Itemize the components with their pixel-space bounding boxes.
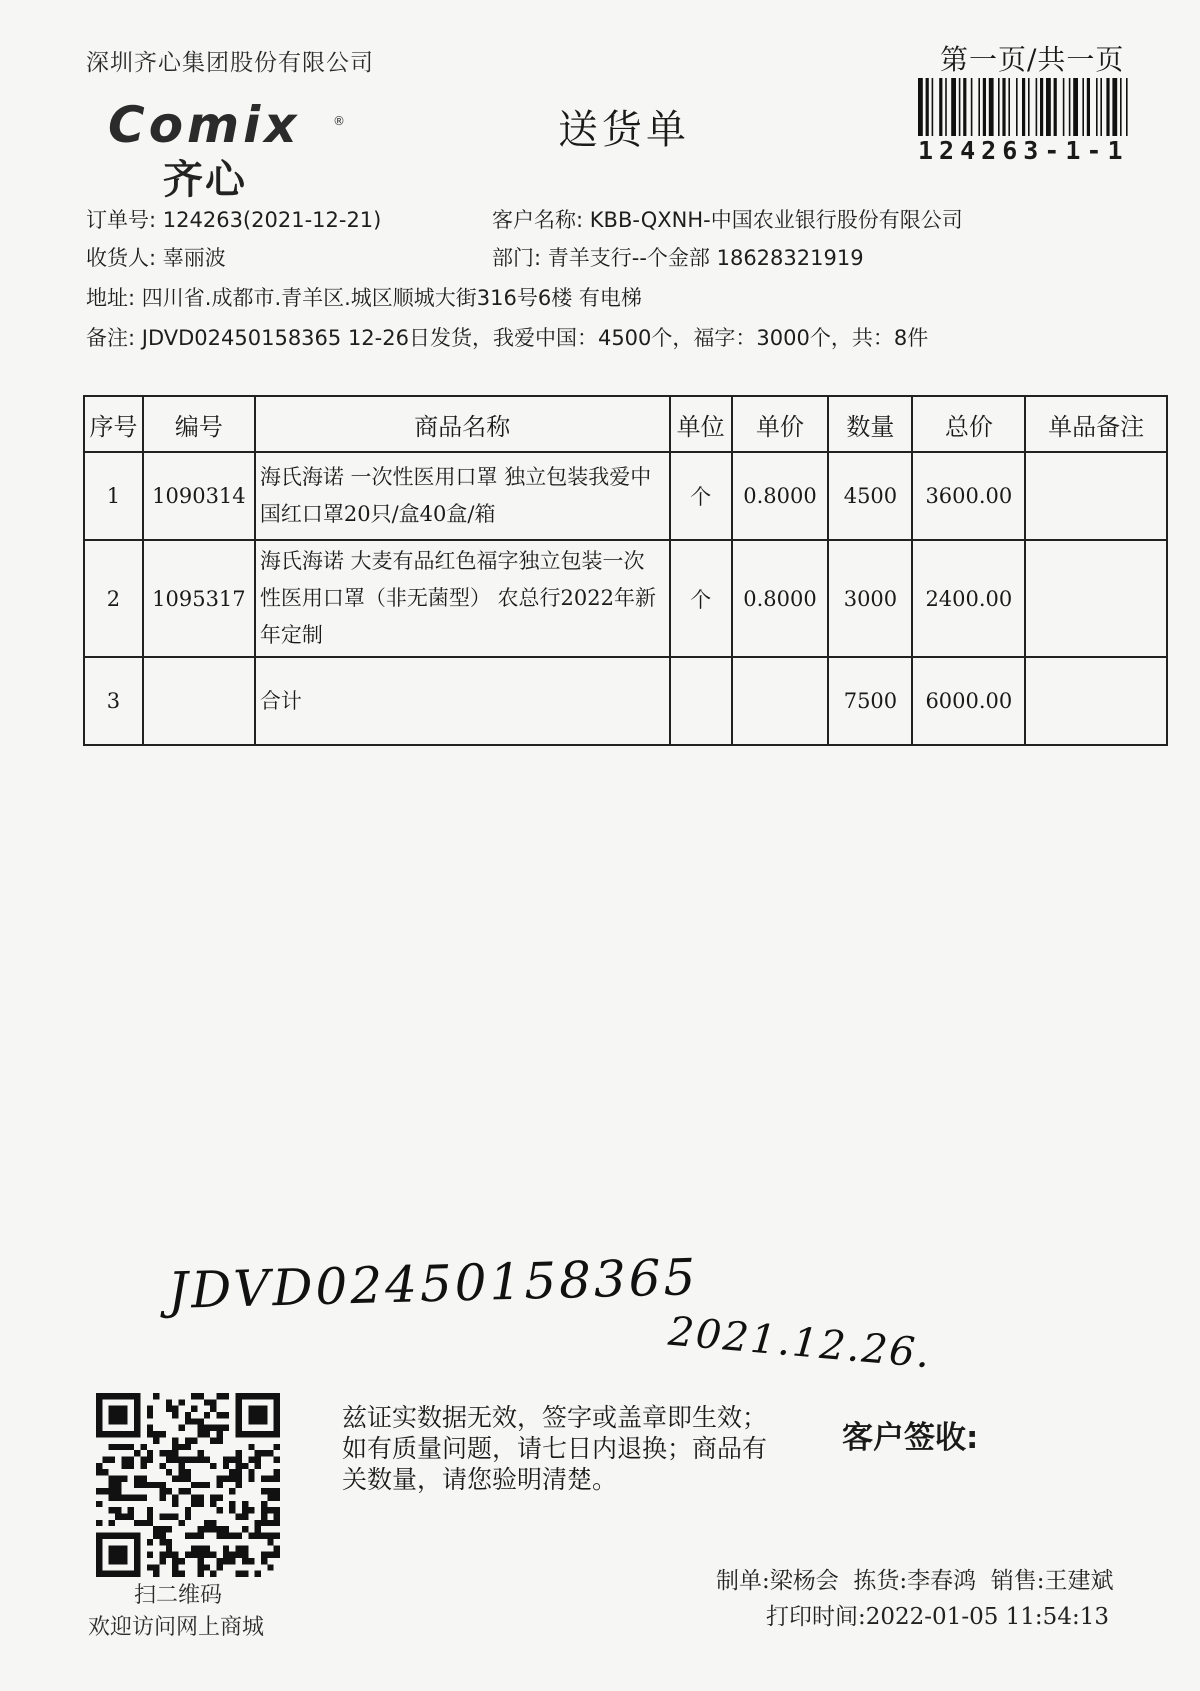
customer-label: 客户名称: bbox=[492, 208, 584, 232]
customer-row bbox=[492, 204, 963, 234]
header-unit: 单位 bbox=[670, 396, 732, 452]
cell-qty: 3000 bbox=[828, 540, 912, 657]
cell-price: 0.8000 bbox=[732, 452, 829, 540]
customer-name: KBB-QXNH-中国农业银行股份有限公司 bbox=[589, 208, 963, 232]
customer-sign-label: 客户签收: bbox=[842, 1420, 979, 1456]
cell-remark bbox=[1025, 657, 1167, 745]
table-row bbox=[84, 452, 1167, 540]
header-price: 单价 bbox=[732, 396, 829, 452]
logo-chinese: 齐心 bbox=[163, 157, 247, 203]
cell-price bbox=[732, 657, 829, 745]
cell-qty: 7500 bbox=[828, 657, 912, 745]
cell-code: 1090314 bbox=[143, 452, 255, 540]
qr-caption-scan: 扫二维码 bbox=[134, 1583, 223, 1608]
sales-name: 王建斌 bbox=[1044, 1568, 1114, 1594]
header-code: 编号 bbox=[143, 396, 255, 452]
cell-name: 海氏海诺 大麦有品红色福字独立包装一次性医用口罩（非无菌型） 农总行2022年新年定制 bbox=[255, 540, 670, 657]
table-header-row bbox=[84, 396, 1167, 452]
sales-label: 销售: bbox=[990, 1568, 1045, 1594]
handwritten-date: 2021.12.26. bbox=[666, 1308, 934, 1378]
header-total: 总价 bbox=[912, 396, 1025, 452]
table-row bbox=[84, 657, 1167, 745]
department-row bbox=[492, 242, 864, 272]
qr-code-icon bbox=[96, 1393, 280, 1577]
barcode-number: 124263-1-1 bbox=[918, 136, 1129, 165]
cell-seq: 3 bbox=[84, 657, 143, 745]
qr-caption-mall: 欢迎访问网上商城 bbox=[88, 1615, 265, 1640]
notice-text: 兹证实数据无效，签字或盖章即生效；如有质量问题，请七日内退换；商品有关数量，请您验明清楚。 bbox=[342, 1403, 768, 1494]
cell-remark bbox=[1025, 540, 1167, 657]
header-remark: 单品备注 bbox=[1025, 396, 1167, 452]
maker-name: 梁杨会 bbox=[769, 1568, 839, 1594]
barcode-icon bbox=[916, 78, 1132, 136]
handwritten-tracking-number: JDVD02450158365 bbox=[167, 1248, 700, 1320]
remark-row bbox=[86, 322, 928, 352]
order-number: 124263(2021-12-21) bbox=[162, 208, 382, 232]
registered-mark: ® bbox=[333, 114, 345, 128]
order-number-label: 订单号: bbox=[86, 208, 157, 232]
address-label: 地址: bbox=[86, 286, 136, 310]
remark: JDVD02450158365 12-26日发货，我爱中国：4500个，福字：3000个，共：8件 bbox=[141, 326, 929, 350]
cell-unit: 个 bbox=[670, 540, 732, 657]
footer-staff-row bbox=[716, 1562, 1114, 1595]
receiver-row bbox=[86, 242, 226, 272]
picker-label: 拣货: bbox=[853, 1568, 908, 1594]
cell-seq: 2 bbox=[84, 540, 143, 657]
company-name: 深圳齐心集团股份有限公司 bbox=[86, 50, 374, 76]
cell-unit: 个 bbox=[670, 452, 732, 540]
cell-code: 1095317 bbox=[143, 540, 255, 657]
page-info: 第一页/共一页 bbox=[940, 43, 1125, 76]
header-name: 商品名称 bbox=[255, 396, 670, 452]
logo-english: Comix bbox=[108, 96, 301, 154]
header-qty: 数量 bbox=[828, 396, 912, 452]
maker-label: 制单: bbox=[716, 1568, 770, 1594]
goods-table bbox=[83, 395, 1168, 746]
receiver-label: 收货人: bbox=[86, 246, 157, 270]
cell-seq: 1 bbox=[84, 452, 143, 540]
picker-name: 李春鸿 bbox=[907, 1568, 977, 1594]
cell-remark bbox=[1025, 452, 1167, 540]
cell-name: 合计 bbox=[255, 657, 670, 745]
address: 四川省.成都市.青羊区.城区顺城大街316号6楼 有电梯 bbox=[141, 286, 642, 310]
header-seq: 序号 bbox=[84, 396, 143, 452]
cell-qty: 4500 bbox=[828, 452, 912, 540]
cell-unit bbox=[670, 657, 732, 745]
cell-price: 0.8000 bbox=[732, 540, 829, 657]
order-number-row bbox=[86, 204, 381, 234]
cell-total: 2400.00 bbox=[912, 540, 1025, 657]
remark-label: 备注: bbox=[86, 326, 136, 350]
table-row bbox=[84, 540, 1167, 657]
comix-logo bbox=[108, 96, 348, 203]
cell-name: 海氏海诺 一次性医用口罩 独立包装我爱中国红口罩20只/盒40盒/箱 bbox=[255, 452, 670, 540]
cell-total: 3600.00 bbox=[912, 452, 1025, 540]
department-label: 部门: bbox=[492, 246, 542, 270]
department: 青羊支行--个金部 18628321919 bbox=[547, 246, 864, 270]
receiver-name: 辜丽波 bbox=[162, 246, 226, 270]
footer-print-row bbox=[766, 1598, 1109, 1631]
cell-total: 6000.00 bbox=[912, 657, 1025, 745]
cell-code bbox=[143, 657, 255, 745]
document-title: 送货单 bbox=[558, 107, 690, 153]
print-time: 2022-01-05 11:54:13 bbox=[865, 1604, 1109, 1630]
print-time-label: 打印时间: bbox=[766, 1604, 866, 1630]
address-row bbox=[86, 282, 642, 312]
